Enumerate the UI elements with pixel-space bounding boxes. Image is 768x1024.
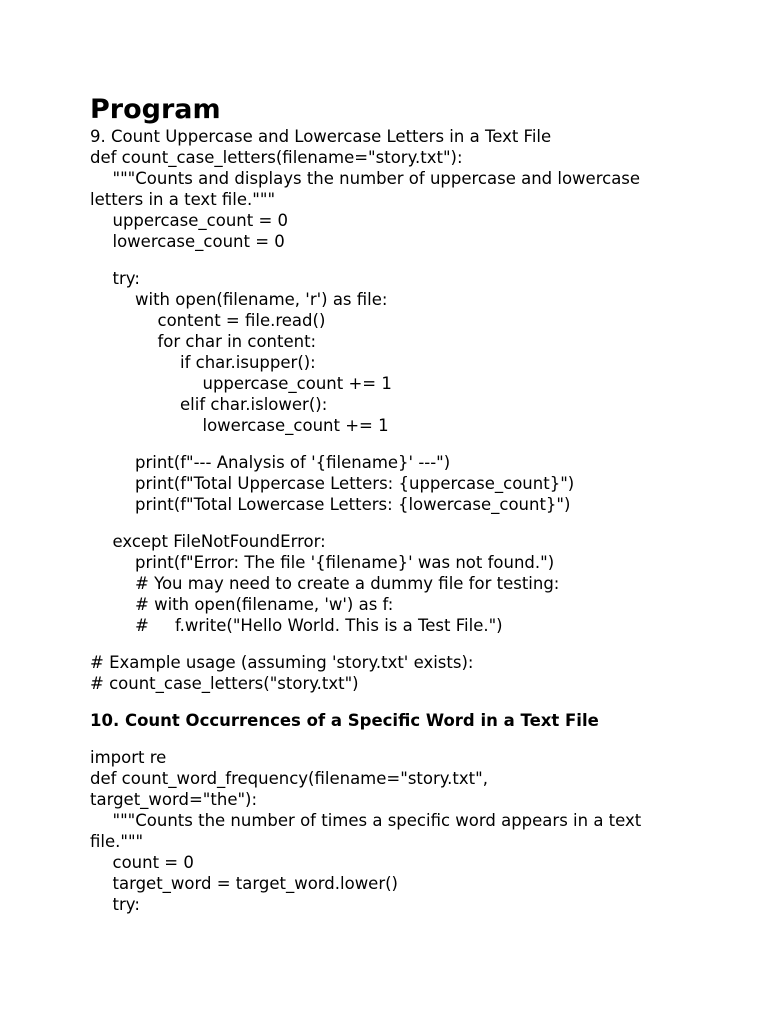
code-line: print(f"Total Lowercase Letters: {lowercase_count}") — [135, 495, 571, 514]
code-line: try: — [112, 269, 140, 288]
code-line: def count_case_letters(filename="story.txt"): — [90, 148, 463, 167]
code-line: file.""" — [90, 832, 144, 851]
code-line: # f.write("Hello World. This is a Test File.") — [135, 616, 503, 635]
code-line: with open(filename, 'r') as file: — [135, 290, 388, 309]
code-line: # with open(filename, 'w') as f: — [135, 595, 394, 614]
spacer — [90, 636, 690, 652]
code-line: target_word = target_word.lower() — [112, 874, 398, 893]
code-line: count = 0 — [112, 853, 194, 872]
section-9-heading: 9. Count Uppercase and Lowercase Letters in a Text File — [90, 127, 552, 146]
code-line: # You may need to create a dummy file for testing: — [135, 574, 560, 593]
code-line: target_word="the"): — [90, 790, 258, 809]
code-line: if char.isupper(): — [180, 353, 316, 372]
code-line: import re — [90, 748, 167, 767]
code-line: lowercase_count += 1 — [202, 416, 389, 435]
code-line: lowercase_count = 0 — [112, 232, 285, 251]
code-line: content = file.read() — [157, 311, 326, 330]
code-line: uppercase_count += 1 — [202, 374, 392, 393]
code-line: """Counts and displays the number of uppercase and lowercase — [112, 169, 641, 188]
code-line: """Counts the number of times a specific word appears in a text — [112, 811, 642, 830]
code-line: # Example usage (assuming 'story.txt' exists): — [90, 653, 474, 672]
code-line: # count_case_letters("story.txt") — [90, 674, 359, 693]
spacer — [90, 252, 690, 268]
code-line: letters in a text file.""" — [90, 190, 276, 209]
spacer — [90, 731, 690, 747]
code-line: print(f"Error: The file '{filename}' was not found.") — [135, 553, 555, 572]
code-line: try: — [112, 895, 140, 914]
code-line: for char in content: — [157, 332, 317, 351]
code-line: print(f"Total Uppercase Letters: {uppercase_count}") — [135, 474, 575, 493]
document-page — [90, 93, 690, 915]
code-line: uppercase_count = 0 — [112, 211, 289, 230]
page-title: Program — [90, 94, 221, 125]
spacer — [90, 436, 690, 452]
spacer — [90, 694, 690, 710]
code-line: def count_word_frequency(filename="story.txt", — [90, 769, 488, 788]
code-line: except FileNotFoundError: — [112, 532, 326, 551]
spacer — [90, 515, 690, 531]
code-line: elif char.islower(): — [180, 395, 328, 414]
section-10-heading: 10. Count Occurrences of a Specific Word in a Text File — [90, 711, 599, 730]
code-line: print(f"--- Analysis of '{filename}' ---") — [135, 453, 451, 472]
